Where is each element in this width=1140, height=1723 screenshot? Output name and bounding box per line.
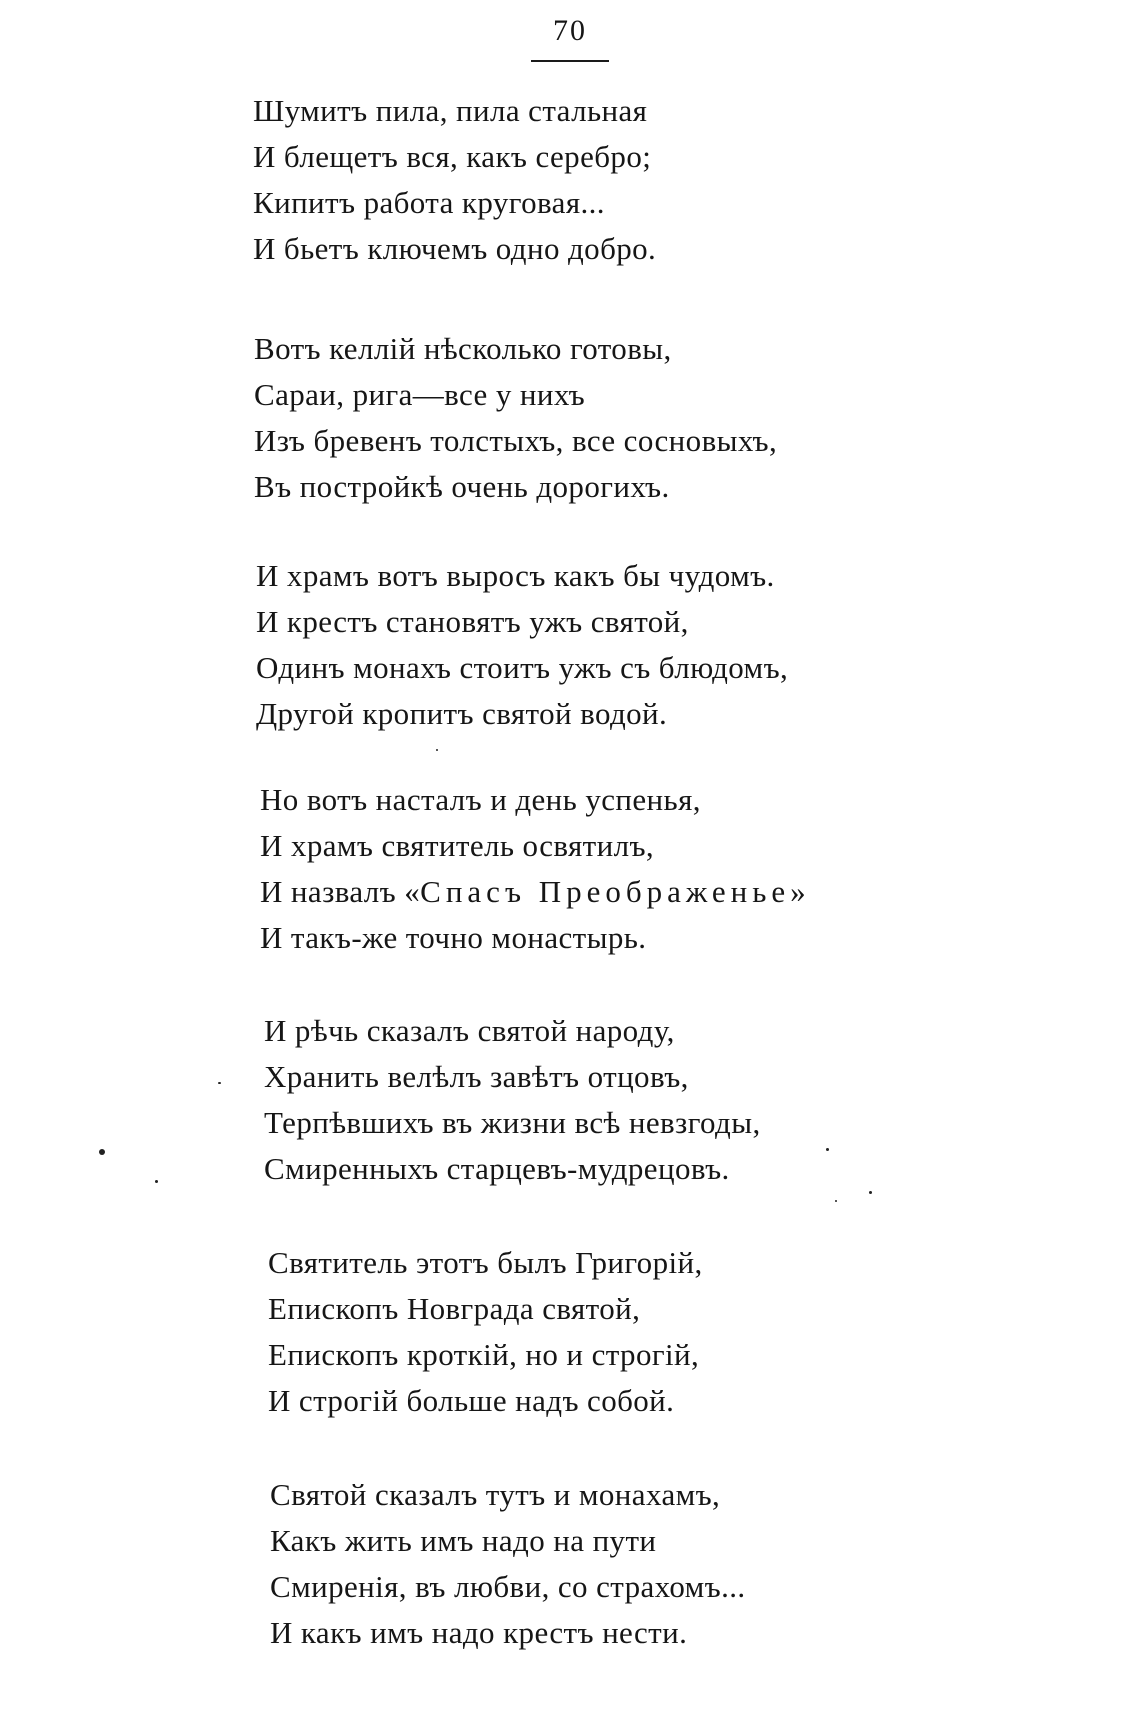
verse-line-with-spaced-name <box>260 869 806 915</box>
verse-line: И блещетъ вся, какъ серебро; <box>253 139 652 174</box>
verse-line: Другой кропитъ святой водой. <box>256 696 668 731</box>
stanza-6 <box>268 1240 703 1424</box>
closing-quote: » <box>790 874 807 909</box>
verse-text: И назвалъ « <box>260 874 421 909</box>
stanza-2 <box>254 326 777 510</box>
stanza-3 <box>256 553 788 737</box>
scan-speck <box>869 1191 872 1194</box>
verse-line: И крестъ становятъ ужъ святой, <box>256 604 689 639</box>
scan-speck <box>155 1180 158 1183</box>
verse-line: Смиренныхъ старцевъ-мудрецовъ. <box>264 1151 730 1186</box>
scan-speck <box>99 1149 105 1155</box>
scan-speck <box>436 749 438 751</box>
verse-line: И строгій больше надъ собой. <box>268 1383 675 1418</box>
stanza-1 <box>253 88 656 272</box>
verse-line: Одинъ монахъ стоитъ ужъ съ блюдомъ, <box>256 650 789 685</box>
verse-line: Какъ жить имъ надо на пути <box>270 1523 657 1558</box>
spaced-name: Спасъ Преображенье <box>420 874 791 909</box>
verse-line: Вотъ келлій нѣсколько готовы, <box>254 331 672 366</box>
verse-line: Но вотъ насталъ и день успенья, <box>260 782 701 817</box>
scan-speck <box>835 1200 837 1202</box>
page-number: 70 <box>553 14 587 47</box>
stanza-4 <box>260 777 806 961</box>
verse-line: Святитель этотъ былъ Григорій, <box>268 1245 703 1280</box>
stanza-5 <box>264 1008 761 1192</box>
verse-line: Епископъ кроткій, но и строгій, <box>268 1337 700 1372</box>
verse-line: Хранить велѣлъ завѣтъ отцовъ, <box>264 1059 689 1094</box>
verse-line: И такъ-же точно монастырь. <box>260 920 647 955</box>
verse-line: Кипитъ работа круговая... <box>253 185 605 220</box>
verse-line: Епископъ Новграда святой, <box>268 1291 641 1326</box>
verse-line: Сараи, рига—все у нихъ <box>254 377 586 412</box>
stanza-7 <box>270 1472 746 1656</box>
verse-line: Въ постройкѣ очень дорогихъ. <box>254 469 670 504</box>
verse-line: И какъ имъ надо крестъ нести. <box>270 1615 688 1650</box>
verse-line: Смиренія, въ любви, со страхомъ... <box>270 1569 746 1604</box>
verse-line: Святой сказалъ тутъ и монахамъ, <box>270 1477 721 1512</box>
scan-speck <box>826 1148 829 1151</box>
scan-speck <box>218 1082 221 1084</box>
verse-line: Изъ бревенъ толстыхъ, все сосновыхъ, <box>254 423 778 458</box>
verse-line: И рѣчь сказалъ святой народу, <box>264 1013 675 1048</box>
page-number-rule <box>531 60 609 62</box>
verse-line: И бьетъ ключемъ одно добро. <box>253 231 657 266</box>
verse-line: Терпѣвшихъ въ жизни всѣ невзгоды, <box>264 1105 761 1140</box>
verse-line: И храмъ святитель освятилъ, <box>260 828 655 863</box>
verse-line: Шумитъ пила, пила стальная <box>253 93 648 128</box>
verse-line: И храмъ вотъ выросъ какъ бы чудомъ. <box>256 558 775 593</box>
